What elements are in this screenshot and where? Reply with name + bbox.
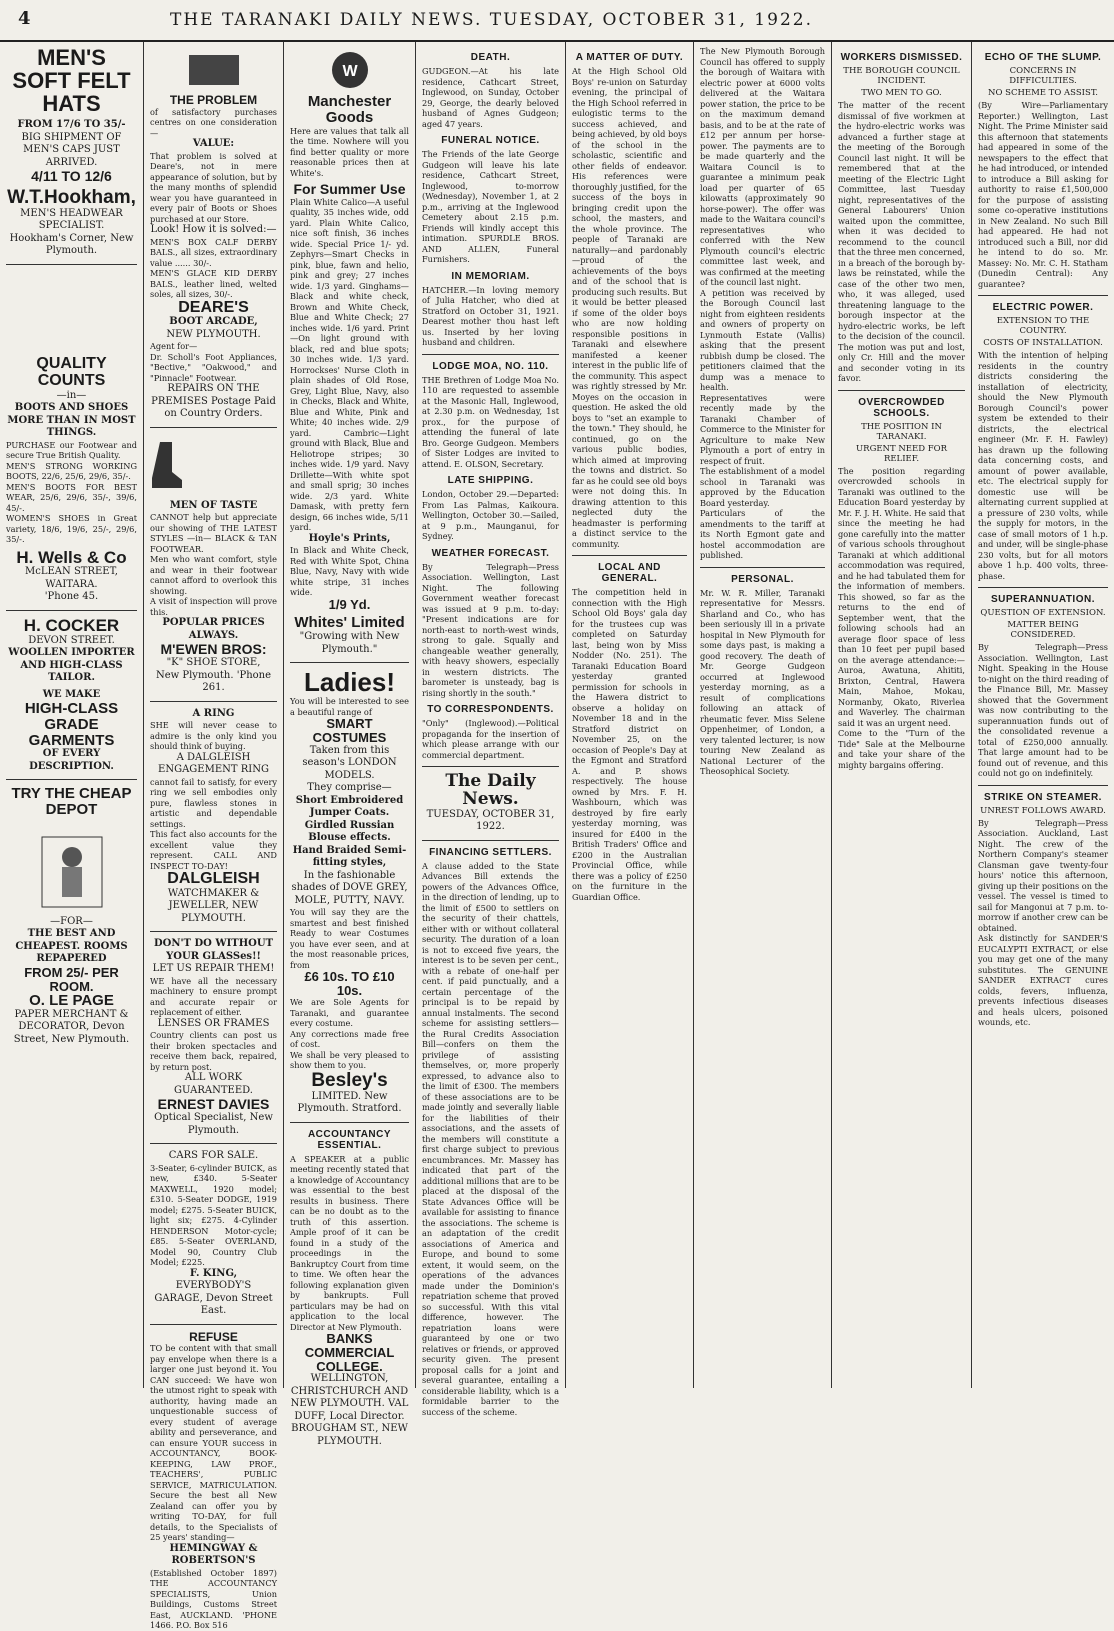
repairs-text: REPAIRS ON THE PREMISES Postage Paid on Country Orders. [151,383,276,420]
wells-address: McLEAN STREET, WAITARA. [25,566,118,590]
taste-text-2: Men who want comfort, style and wear in their footwear cannot afford to overlook this showing. [150,554,277,596]
whites-name: Whites' Limited [294,614,405,632]
boot-icon [150,440,184,490]
column-4 [416,42,566,1417]
cocker-address: DEVON STREET. [28,634,115,646]
hookham-name: W.T.Hookham, [7,186,136,208]
hoyle-price: 1/9 Yd. [328,596,371,612]
deare-name: DEARE'S [178,298,249,316]
divider [290,1122,409,1123]
death-heading: DEATH. [470,52,511,63]
divider [150,931,277,932]
overcrowded-text: The position regarding overcrowded schools in Taranaki was outlined to the Education Board yesterday by Mr. F. J. H. White. He said that since the meeting he had gone carefully into the matter of various schools throughout Taranaki at which additional accommodation was required, and he had tabulated them for the information of members. This showed, so far as the returns to the end of September went, that the following schools had an average floor space of less than 10 feet per pupil based on the average attendance:—Auroa, Awatuna, Ahititi, Brixton, Central, Hawera Main, Mahoe, Mokau, Normanby, Okato, Riverlea and Waverley. The chairman said it was an urgent need. [838,465,965,728]
paper-date: TUESDAY, OCTOBER 31, 1922. [426,808,555,833]
guaranteed: ALL WORK GUARANTEED. [174,1072,253,1096]
hats-price: FROM 17/6 TO 35/- [17,119,126,131]
summer-heading: For Summer Use [293,181,406,197]
superannuation-heading: SUPERANNUATION. [991,594,1095,605]
local-text: The competition held in connection with the High School Old Boys' gala day for the trustees cup was completed on Saturday last, being won by Miss Nodder (No. 251). The Taranaki Education Board yesterday granted permission for schools in the Hawera district to observe a holiday on November 18 and in the Stratford district on November 25, on the occasion of People's Day at the Egmont and Stratford A. and P. shows respectively. The house owned by Mrs. F. H. Washbourn, which was destroyed by fire early yesterday morning, was insured for £400 in the British Traders' Office and £200 in the Australian Provincial Office, while there was a policy of £250 on the furniture in the Guardian Office. [572,587,687,902]
cheap-depot: TRY THE CHEAP DEPOT [11,785,132,819]
le-page-name: O. LE PAGE [29,992,114,1010]
cars-heading: CARS FOR SALE. [168,1150,259,1162]
column-2 [144,42,284,1631]
every-description: OF EVERY DESCRIPTION. [29,748,114,772]
deare-town: NEW PLYMOUTH. [166,328,261,340]
pleased: We shall be very pleased to show them to you. [290,1049,409,1071]
quality-headline: QUALITY COUNTS [36,354,107,389]
column-3 [284,42,416,1447]
accountancy-heading: ACCOUNTANCY ESSENTIAL. [307,1128,392,1151]
column-7 [832,42,972,1388]
matter-subheading: MATTER BEING CONSIDERED. [1007,620,1079,640]
king-sub: EVERYBODY'S GARAGE, Devon Street East. [154,1280,273,1317]
divider [6,610,137,611]
hats-headline: MEN'S SOFT FELT HATS [12,45,131,117]
news-paragraph-1: The New Plymouth Borough Council has offered to supply the borough of Waitara with electric power at 6000 volts delivered at the Waitara power station, the price to be on the maximum demand basis, and to be at the rate of £12 per annum per horse-power. The payments are to be made quarterly and the Waitara Council is to guarantee a minimum peak load per quarter of 65 kilowatts (approximately 90 horse-power). The offer was made to the Waitara council's representatives who conferred with the New Plymouth council's electric committee last week, and was confirmed at the meeting of the council last night. [700,46,825,287]
manchester-heading: Manchester Goods [307,93,392,126]
banks-sub: WELLINGTON, CHRISTCHURCH AND NEW PLYMOUTH. VAL DUFF, Local Director. BROUGHAM ST., NEW PLYMOUTH. [290,1373,409,1447]
costs-subheading: COSTS OF INSTALLATION. [983,338,1103,348]
incident-subheading: THE BOROUGH COUNCIL INCIDENT. [843,66,960,86]
memoriam-heading: IN MEMORIAM. [451,270,530,282]
visit-text: A visit of inspection will prove this. [150,596,277,617]
quality-in: —in— [56,389,87,401]
hoyle-heading: Hoyle's Prints, [308,532,391,544]
ring-text-3: This fact also accounts for the excellent value they represent. CALL AND INSPECT TO-DAY! [150,829,277,871]
divider [150,1143,277,1144]
divider [290,662,409,663]
lenses-text: Country clients can post us their broken spectacles and receive them back, repaired, by return post. [150,1030,277,1072]
box-calf: MEN'S BOX CALF DERBY BALS., all sizes, extraordinary value ...... 30/-. [150,236,277,268]
divider [978,785,1108,786]
urgent-subheading: URGENT NEED FOR RELIEF. [856,443,947,464]
wells-name: H. Wells & Co [16,547,127,567]
caps-price: 4/11 TO 12/6 [31,168,112,185]
banks-college: BANKS COMMERCIAL COLLEGE. [304,1331,395,1374]
hemingway-name: HEMINGWAY & ROBERTSON'S [169,1542,258,1567]
woollen-importer: WOOLLEN IMPORTER AND HIGH-CLASS TAILOR. [8,647,135,684]
sole-agents: We are Sole Agents for Taranaki, and guarantee every costume. [290,997,409,1029]
concerns-subheading: CONCERNS IN DIFFICULTIES. [1009,66,1077,86]
divider [150,701,277,702]
value-text: That problem is solved at Deare's, not in mere appearance of solution, but by the many months of splendid wear you have guaranteed in every pair of Boots or Shoes purchased at our Store. [150,150,277,224]
best-boots: MEN'S BOOTS FOR BEST WEAR, 25/6, 29/6, 35/-, 39/6, 45/-. [6,481,137,513]
hookham-address: Hookham's Corner, New Plymouth. [9,232,134,257]
personal-text: Mr. W. R. Miller, Taranaki representative for Messrs. Sharland and Co., who has been seriously ill in a private hospital in New Plymouth for some days past, is making a good recovery. The death of Mr. George Gudgeon occurred at Inglewood yesterday morning, as a result of complications following an attack of rheumatic fever. Miss Selene Oppenheimer, of London, a very talented lecturer, is now touring New Zealand as National Lecturer of the Theosophical Society. [700,587,825,776]
ring-text-2: cannot fail to satisfy, for every ring we sell embodies only pure, flawless stones in artistic and dependable settings. [150,776,277,829]
taste-text: CANNOT help but appreciate our showing of THE LATEST STYLES —in— BLACK & TAN FOOTWEAR. [150,512,277,554]
w-logo [328,50,372,90]
repair-heading: LET US REPAIR THEM! [152,963,275,975]
value-heading: VALUE: [192,138,235,150]
correspondents-text: "Only" (Inglewood).—Political propaganda for the insertion of which please arrange with our commercial department. [422,718,559,760]
divider [422,840,559,841]
weather-heading: WEATHER FORECAST. [431,547,550,559]
sale-illustration [184,50,244,90]
lodge-heading: LODGE MOA, NO. 110. [432,360,549,372]
unrest-subheading: UNREST FOLLOWS AWARD. [980,805,1106,816]
taste-heading: MEN OF TASTE [169,499,258,511]
news-paragraph-3: Representatives were recently made by the Taranaki Chamber of Commerce to the Minister for Agriculture to make New Plymouth a port of entry in respect of fruit. [700,392,825,466]
divider [422,354,559,355]
masthead-title: THE TARANAKI DAILY NEWS. TUESDAY, OCTOBER 31, 1922. [170,10,813,30]
question-subheading: QUESTION OF EXTENSION. [980,608,1106,618]
jumper-coats: Short Embroidered Jumper Coats. [295,794,404,819]
column-8 [972,42,1114,1388]
slump-heading: ECHO OF THE SLUMP. [984,52,1102,63]
purchase-text: PURCHASE our Footwear and secure True British Quality. [6,439,137,460]
dalgleish-sub: WATCHMAKER & JEWELLER, NEW PLYMOUTH. [167,887,260,924]
fashion-shades: In the fashionable shades of DOVE GREY, MOLE, PUTTY, NAVY. [291,869,408,906]
ladies-heading: Ladies! [303,667,396,698]
divider [6,264,137,265]
death-text: GUDGEON.—At his late residence, Cathcart Street, Inglewood, on Sunday, October 29, George, the dearly beloved husband of Agnes Gudgeon; aged 47 years. [422,66,559,129]
manchester-text: Here are values that talk all the time. Nowhere will you find better quality or more reasonable prices then at White's. [290,125,409,178]
depot-illustration [32,822,112,912]
rooms-repapered: THE BEST AND CHEAPEST. ROOMS REPAPERED [15,928,128,965]
svg-text:W: W [341,63,358,80]
accountancy-text: A SPEAKER at a public meeting recently stated that a knowledge of Accountancy was essential to the best results in business. There can be no doubt as to the truth of this assertion. Ample proof of it can be found in a study of the proceedings in the Bankruptcy Court from time to time. We often hear the following explanation given by bankrupts. Full particulars may be had on application to the local Director at New Plymouth. [290,1153,409,1332]
room-price: FROM 25/- PER ROOM. [24,964,119,994]
boots-heading: BOOTS AND SHOES MORE THAN IN MOST THINGS. [7,402,136,438]
weather-text: By Telegraph—Press Association. Wellington, Last Night. The following Government weather forecast was issued at 9 p.m. to-day: "Present indications are for north-east to north-west winds, strong to gale. Squally and changeable weather generally, with heavy showers, especially in western districts. The barometer is unsteady, bag is rising shortly in the south." [422,561,559,698]
column-1 [0,42,144,1388]
hookham-specialist: MEN'S HEADWEAR SPECIALIST. [20,207,123,232]
besley-name: Besley's [311,1069,388,1091]
wells-phone: 'Phone 45. [44,591,99,603]
mewen-name: M'EWEN BROS: [160,641,267,658]
caps-shipment: BIG SHIPMENT OF MEN'S CAPS JUST ARRIVED. [21,131,122,168]
dalgleish-name: DALGLEISH [167,870,260,888]
ring-text: SHE will never cease to admire is the only kind you should think of buying. [150,720,277,752]
glasses-heading: DON'T DO WITHOUT YOUR GLASSes!! [153,938,274,962]
mewen-address: New Plymouth. 'Phone 261. [155,669,272,694]
position-subheading: THE POSITION IN TARANAKI. [861,421,942,442]
news-paragraph-4: The establishment of a model school in Taranaki was approved by the Education Board yesterday. [700,466,825,508]
column-6 [694,42,832,1388]
page-number: 4 [18,8,31,29]
duty-text: At the High School Old Boys' re-union on Saturday evening, the principal of the High School referred in eulogistic terms to the success achieved, and being achieved, by old boys of the school in the scholastic, scientific and other fields of endeavor. His references were thoroughly justified, for the success of the boys in bringing credit upon the school, the masters, and the whole province. The people of Taranaki are naturally—and pardonably—proud of the achievements of the boys and of the school that is producing such results. But it would be better pleased if some of the older boys who are now holding responsible positions in Taranaki and elsewhere manifested a keener interest in the public life of the community. This aspect was rightly stressed by Mr. Moyes on the occasion in question. He asked the old boys to "set an example to the town." They should, he continued, go on the various public bodies, which aimed at improving the towns and district. So far as he could see old boys were not doing this. In drawing attention to this neglected duty the headmaster is performing a distinct service to the community. [572,66,687,549]
shipping-text: London, October 29.—Departed: From Las Palmas, Kaikoura. Wellington, October 30.—Sailed, at 9 p.m., Maunganui, for Sydney. [422,489,559,541]
divider [572,555,687,556]
paper-nameplate: The Daily News. [445,771,536,809]
davies-sub: Optical Specialist, New Plymouth. [154,1112,273,1136]
popular-prices: POPULAR PRICES ALWAYS. [162,617,265,641]
superannuation-text: By Telegraph—Press Association. Wellington, Last Night. Speaking in the House to-night on the third reading of the Finance Bill, Mr. Massey showed that the Government was now contributing to the superannuation funds out of the consolidated revenue a total of £250,000 annually. That large amount had to be found out of revenue, and this could not go on indefinitely. [978,642,1108,778]
cocker-name: H. COCKER [23,615,120,635]
funeral-heading: FUNERAL NOTICE. [441,135,540,146]
we-make: WE MAKE [42,688,101,700]
hoyle-text: In Black and White Check, Red with White Spot, China Blue, Navy, Navy with wide white stripe, 31 inches wide. [290,545,409,598]
local-heading: LOCAL AND GENERAL. [598,562,661,584]
problem-text: of satisfactory purchases centres on one consideration— [150,106,277,138]
divider [150,1324,277,1325]
look-text: Look! How it is solved:— [150,224,277,236]
ladies-text: You will be interested to see a beautiful range of [290,696,409,717]
le-page-sub: PAPER MERCHANT & DECORATOR, Devon Street, New Plymouth. [13,1008,130,1045]
personal-heading: PERSONAL. [731,573,794,585]
comprise: They comprise— [307,782,392,794]
hand-braided: Hand Braided Semi-fitting styles, [292,844,407,869]
divider [700,567,825,568]
glace-kid: MEN'S GLACE KID DERBY BALS., leather lined, welted soles, all sizes, 30/-. [150,268,277,300]
divider [978,295,1108,296]
divider [150,427,277,428]
costume-price: £6 10s. TO £10 10s. [304,969,395,998]
two-men-subheading: TWO MEN TO GO. [861,88,942,98]
working-boots: MEN'S STRONG WORKING BOOTS, 22/6, 25/6, 29/6, 35/-. [6,460,137,481]
summer-list: Plain White Calico—A useful quality, 35 inches wide, odd yard. Plain White Calico, nice soft finish, 36 inches wide. Special Price 1/- yd. Zephyrs—Smart Checks in pink, blue, fawn and helio, pink and grey; 27 inches wide. 1/3 yard. Ginghams—Black and white check, Brown and White Check, Blue and White Check; 27 inches wide. 1/6 yard. Print—On light ground with black, red and blue spots; 30 inches wide. 1/3 yard. Horrockses' Nurse Cloth in plain shades of Old Rose, Grey, Light Blue, Navy, also in Checks, Black and White, Blue and White, Pink and White; 40 inches wide. 2/9 yard. Cambric—Light ground with Black, Blue and Heliotrope stripes; 30 inches wide. 1/9 yard. Navy Drillette—With white spot and small sprig; 30 inches wide. 2/3 yard. White Damask, with pretty fern design, 66 inches wide, 5/11 yard. [290,196,409,533]
london-models: Taken from this season's LONDON MODELS. [302,744,397,781]
davies-name: ERNEST DAVIES [157,1096,270,1113]
shipping-heading: LATE SHIPPING. [447,475,534,486]
womens-shoes: WOMEN'S SHOES in Great variety, 18/6, 19/6, 25/-, 29/6, 35/-. [6,513,137,544]
besley-sub: LIMITED. New Plymouth. Stratford. [297,1090,402,1115]
lodge-text: THE Brethren of Lodge Moa No. 110 are requested to assemble at the Masonic Hall, Inglewood, at 2.30 p.m. on Wednesday, 1st prox., for the purpose of attending the funeral of late Bro. George Gudgeon. Members of Sister Lodges are invited to attend. E. OLSON, Secretary. [422,374,559,469]
high-class-garments: HIGH-CLASS GRADE GARMENTS [24,700,119,749]
sander-text: Ask distinctly for SANDER'S EUCALYPTI EXTRACT, or else you may get one of the many substitutes. The GENUINE SANDER EXTRACT cures colds, fevers, influenza, prevents infectious diseases and heals ulcers, poisoned wounds, etc. [978,933,1108,1027]
boot-arcade: BOOT ARCADE, [169,316,258,328]
for-label: —FOR— [50,915,93,927]
strike-text: By Telegraph—Press Association. Auckland, Last Night. The crew of the Northern Company's steamer Clansman gave twenty-four hours' notice this afternoon, giving up their positions on the vessel. The vessel is timed to sail for Mangonui at 7 p.m. to-morrow if another crew can be obtained. [978,817,1109,933]
divider [6,779,137,780]
refuse-text: TO be content with that small pay envelope when there is a larger one just beyond it. You CAN succeed: We have won the utmost right to speak with authority, having made an unquestionable success of every student of average ability and perseverance, and can ensure YOUR success in ACCOUNTANCY, BOOK-KEEPING, LAW PROF., TEACHERS', PUBLIC SERVICE, MATRICULATION. Secure the best all New Zealand can offer you by writing TO-DAY, for full details, to the Specialists of 25 years' standing— [150,1343,277,1543]
cars-list: 3-Seater, 6-cylinder BUICK, as new, £340. 5-Seater MAXWELL, 1920 model; £310. 5-Seater DODGE, 1919 model; £275. 5-Seater BUICK, light six; £275. 4-Cylinder HENDERSON Motor-cycle; £85. 5-Seater OVERLAND, Model 90, Country Club Model; £225. [150,1162,277,1268]
tide-sale-text: Come to the "Turn of the Tide" Sale at the Melbourne and take your share of the mighty bargains offering. [838,728,965,770]
smart-costumes: SMART COSTUMES [312,716,387,746]
king-name: F. KING, [189,1267,238,1279]
whites-slogan: "Growing with New Plymouth." [299,631,400,655]
scholl-text: Dr. Scholl's Foot Appliances, "Bective," "Oakwood," and "Pinnacle" Footwear. [150,351,277,383]
agent-for: Agent for— [150,341,198,352]
workers-text: The matter of the recent dismissal of five workmen at the hydro-electric works was advanced a further stage at the meeting of the Borough Council last night. It will be remembered that at the meeting of the Electric Light Committee, last Tuesday night, representatives of the General Labourers' Union waited upon the committee, when it was decided to recommend to the council that the three men concerned, in a breach of the borough by-laws be reinstated, while the case of the other two men, who, it was alleged, used threatening language to the borough inspector at the hydro-electric works, be left to the decision of the council. The motion was put and lost, only Cr. Hill and the mover and seconder voting in its favor. [838,100,965,383]
k-shoe-store: "K" SHOE STORE, [166,657,261,669]
divider [422,766,559,767]
refuse-heading: REFUSE [189,1329,238,1344]
divider [978,587,1108,588]
smartest-text: You will say they are the smartest and best finished Ready to wear Costumes you have ever seen, and at the most reasonable prices, from [290,907,409,970]
slump-text: (By Wire—Parliamentary Reporter.) Wellington, Last Night. The Prime Minister said this afternoon that statements had appeared in some of the newspapers to the effect that he had introduced, or intended to introduce a Bill asking for authority to raise £1,500,000 for the purpose of assisting some co-operative institutions in New Zealand. No such Bill had appeared. He had not introduced such a Bill, nor did he intend to do so. Mr. Massey: No. Mr. C. H. Statham (Dunedin Central): Any guarantee? [978,100,1108,289]
divider [838,390,965,391]
lenses-heading: LENSES OR FRAMES [157,1017,270,1029]
strike-heading: STRIKE ON STEAMER. [984,791,1102,803]
memoriam-text: HATCHER.—In loving memory of Julia Hatcher, who died at Stratford on October 31, 1921. Dearest mother thou hast left us. Inserted by her loving husband and children. [422,284,559,347]
repair-text: WE have all the necessary machinery to ensure prompt and accurate repair or replacement of either. [150,975,277,1018]
correspondents-heading: TO CORRESPONDENTS. [427,704,554,715]
engagement-ring: A DALGLEISH ENGAGEMENT RING [158,751,269,776]
workers-heading: WORKERS DISMISSED. [840,52,963,63]
funeral-text: The Friends of the late George Gudgeon will leave his late residence, Cathcart Street, Inglewood, to-morrow (Wednesday), November 1, at 2 p.m., arriving at the Inglewood Cemetery about 2.15 p.m. Friends will kindly accept this intimation. SPURDLE BROS. AND ALLEN, Funeral Furnishers. [422,149,559,264]
no-scheme-subheading: NO SCHEME TO ASSIST. [988,88,1098,98]
electric-heading: ELECTRIC POWER. [992,302,1094,313]
settlers-heading: FINANCING SETTLERS. [429,846,552,858]
ring-heading: A RING [192,707,235,719]
electric-text: With the intention of helping residents in the country districts considering the installation of electricity, should the New Plymouth Borough Council's power system be extended to their districts, the electrical engineer (Mr. F. H. Fawley) has drawn up the following data concerning costs, and amount of power available, etc. The electrical supply for domestic use will be alternating current supplied at a pressure of 230 volts, while the supply for motors, in the case of small motors of 1 h.p. and under, will be single-phase 230 volts, but for all motors above 1 h.p. 400 volts, three-phase. [978,350,1108,581]
column-5 [566,42,694,1388]
news-paragraph-5: Particulars of the amendments to the tariff at its North Egmont gate and hostel accommodation are published. [700,508,825,560]
overcrowded-heading: OVERCROWDED SCHOOLS. [858,396,945,419]
settlers-text: A clause added to the State Advances Bill extends the powers of the Advances Office, in the direction of lending, up to the limit of £500 to settlers on the security of their chattels, either with or without collateral security. The duration of a loan is not to exceed five years, the interest is to be seven per cent., with a rebate of one-half per cent. if paid punctually, and a certain percentage of the principal is to be repaid by annual instalments. The second scheme for assisting settlers—the Rural Credits Association Bill—confers on them the privilege of assisting themselves, or, more properly expressed, to advance also to the limit of £300. The members of these associations are to be made jointly and severally liable for the liabilities of their associations, and the assets of the members will constitute a first charge subject to previous encumbrances. Mr. Massey has indicated that part of the additional millions that are to be placed at the disposal of the State Advances Office will be available for assisting to finance the associations. The scheme is an adaptation of the credit associations of America and Europe, and bound to some extent, it would seem, on the operations of the advances made under the Dominion's repatriation scheme that proved so successful. With this vital difference, however. The repatriation loans were guaranteed by one or two relatives or friends, or approved security given. The present proposal calls for a joint and several guarantee, entailing a considerable liability, which is a formidable barrier to the success of the scheme. [422,860,559,1417]
russian-blouse: Girdled Russian Blouse effects. [304,819,395,844]
masthead [0,0,1114,42]
news-paragraph-2: A petition was received by the Borough Council last night from eighteen residents and owners of property on Lynmouth Estate (Vallis) asking that the present rubbish dump be closed. The petitioners claimed that the dump was a menace to health. [700,287,825,392]
corrections: Any corrections made free of cost. [290,1028,409,1050]
hemingway-sub: (Established October 1897) THE ACCOUNTANCY SPECIALISTS, Union Buildings, Customs Street East, AUCKLAND. 'PHONE 1466. P.O. Box 516 [150,1567,277,1631]
extension-subheading: EXTENSION TO THE COUNTRY. [996,316,1090,336]
duty-heading: A MATTER OF DUTY. [575,52,684,63]
problem-heading: THE PROBLEM [169,93,258,107]
